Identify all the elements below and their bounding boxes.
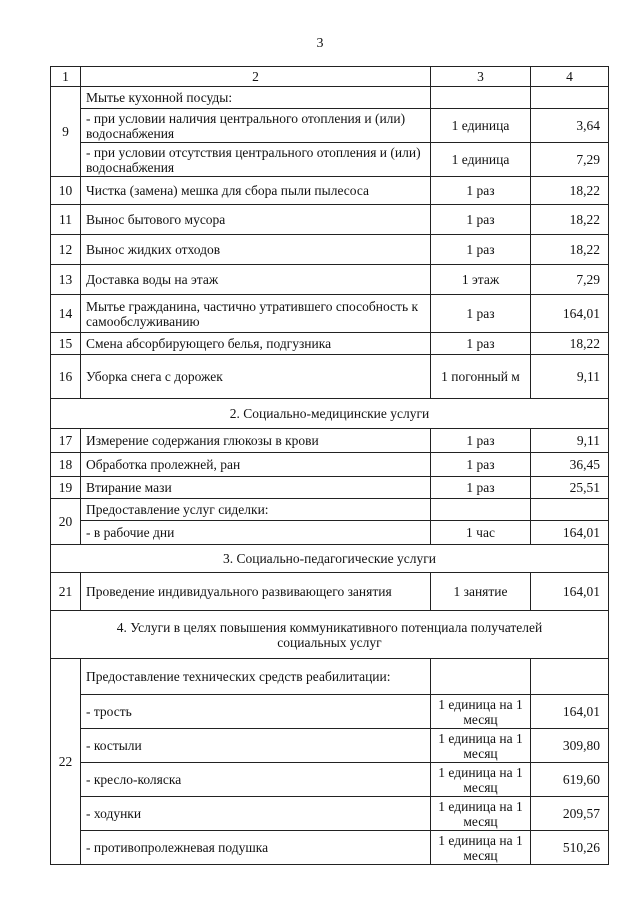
service-unit: 1 единица (431, 109, 531, 143)
service-unit: 1 этаж (431, 265, 531, 295)
table-row (51, 265, 609, 295)
table-row (51, 763, 609, 797)
service-name: Вынос бытового мусора (81, 205, 431, 235)
service-price: 7,29 (531, 265, 609, 295)
service-name: Измерение содержания глюкозы в крови (81, 429, 431, 453)
service-name: Втирание мази (81, 477, 431, 499)
table-row (51, 429, 609, 453)
tariff-table (50, 66, 609, 865)
row-number: 18 (51, 453, 81, 477)
row-number: 22 (51, 659, 81, 865)
table-row (51, 573, 609, 611)
service-unit: 1 раз (431, 333, 531, 355)
service-price: 510,26 (531, 831, 609, 865)
service-unit: 1 раз (431, 235, 531, 265)
table-row (51, 177, 609, 205)
service-name: - противопролежневая подушка (81, 831, 431, 865)
service-unit: 1 единица на 1 месяц (431, 695, 531, 729)
service-name: Чистка (замена) мешка для сбора пыли пылесоса (81, 177, 431, 205)
service-price: 18,22 (531, 235, 609, 265)
table-row (51, 333, 609, 355)
row-number: 11 (51, 205, 81, 235)
table-row (51, 729, 609, 763)
table-row (51, 205, 609, 235)
service-price: 619,60 (531, 763, 609, 797)
row-number: 9 (51, 87, 81, 177)
header-col-3: 3 (431, 67, 531, 87)
service-price: 164,01 (531, 573, 609, 611)
service-name: Доставка воды на этаж (81, 265, 431, 295)
section-title: 4. Услуги в целях повышения коммуникативного потенциала получателей социальных услуг (51, 611, 609, 659)
table-row (51, 695, 609, 729)
service-unit: 1 единица на 1 месяц (431, 763, 531, 797)
table-row (51, 109, 609, 143)
table-row (51, 87, 609, 109)
service-price: 18,22 (531, 177, 609, 205)
table-row (51, 453, 609, 477)
table-row (51, 355, 609, 399)
service-price: 9,11 (531, 429, 609, 453)
section-row (51, 611, 609, 659)
service-name: Мытье гражданина, частично утратившего способность к самообслуживанию (81, 295, 431, 333)
row-number: 19 (51, 477, 81, 499)
table-row (51, 499, 609, 521)
service-name: Обработка пролежней, ран (81, 453, 431, 477)
service-name: - при условии отсутствия центрального отопления и (или) водоснабжения (81, 143, 431, 177)
service-name: - кресло-коляска (81, 763, 431, 797)
service-unit: 1 единица (431, 143, 531, 177)
service-unit: 1 единица на 1 месяц (431, 797, 531, 831)
table-row (51, 659, 609, 695)
service-name: - при условии наличия центрального отопления и (или) водоснабжения (81, 109, 431, 143)
service-name: Смена абсорбирующего белья, подгузника (81, 333, 431, 355)
service-price: 36,45 (531, 453, 609, 477)
row-number: 21 (51, 573, 81, 611)
service-price: 25,51 (531, 477, 609, 499)
table-row (51, 235, 609, 265)
service-name: Уборка снега с дорожек (81, 355, 431, 399)
table-row (51, 521, 609, 545)
section-title: 3. Социально-педагогические услуги (51, 545, 609, 573)
service-name: - костыли (81, 729, 431, 763)
service-unit: 1 единица на 1 месяц (431, 831, 531, 865)
service-unit: 1 погонный м (431, 355, 531, 399)
service-group-title: Предоставление технических средств реабилитации: (81, 659, 431, 695)
service-unit: 1 раз (431, 477, 531, 499)
header-col-2: 2 (81, 67, 431, 87)
service-price: 164,01 (531, 295, 609, 333)
service-unit: 1 раз (431, 295, 531, 333)
service-price: 18,22 (531, 333, 609, 355)
table-row (51, 295, 609, 333)
section-row (51, 399, 609, 429)
row-number: 20 (51, 499, 81, 545)
service-price: 3,64 (531, 109, 609, 143)
table-row (51, 797, 609, 831)
header-col-1: 1 (51, 67, 81, 87)
service-name: Проведение индивидуального развивающего занятия (81, 573, 431, 611)
header-col-4: 4 (531, 67, 609, 87)
service-unit: 1 раз (431, 177, 531, 205)
service-unit: 1 час (431, 521, 531, 545)
service-name: - в рабочие дни (81, 521, 431, 545)
service-name: - трость (81, 695, 431, 729)
section-row (51, 545, 609, 573)
service-price: 209,57 (531, 797, 609, 831)
section-title: 2. Социально-медицинские услуги (51, 399, 609, 429)
service-unit: 1 единица на 1 месяц (431, 729, 531, 763)
service-price: 18,22 (531, 205, 609, 235)
service-group-title: Предоставление услуг сиделки: (81, 499, 431, 521)
header-row (51, 67, 609, 87)
service-unit: 1 раз (431, 205, 531, 235)
row-number: 16 (51, 355, 81, 399)
service-price: 7,29 (531, 143, 609, 177)
page-number: 3 (316, 36, 324, 51)
service-unit: 1 раз (431, 429, 531, 453)
row-number: 10 (51, 177, 81, 205)
service-price: 164,01 (531, 521, 609, 545)
service-unit: 1 раз (431, 453, 531, 477)
service-price: 9,11 (531, 355, 609, 399)
table-row (51, 831, 609, 865)
row-number: 17 (51, 429, 81, 453)
row-number: 14 (51, 295, 81, 333)
service-unit: 1 занятие (431, 573, 531, 611)
service-group-title: Мытье кухонной посуды: (81, 87, 431, 109)
row-number: 15 (51, 333, 81, 355)
table-row (51, 477, 609, 499)
row-number: 12 (51, 235, 81, 265)
service-price: 309,80 (531, 729, 609, 763)
service-name: - ходунки (81, 797, 431, 831)
service-price: 164,01 (531, 695, 609, 729)
row-number: 13 (51, 265, 81, 295)
table-row (51, 143, 609, 177)
service-name: Вынос жидких отходов (81, 235, 431, 265)
